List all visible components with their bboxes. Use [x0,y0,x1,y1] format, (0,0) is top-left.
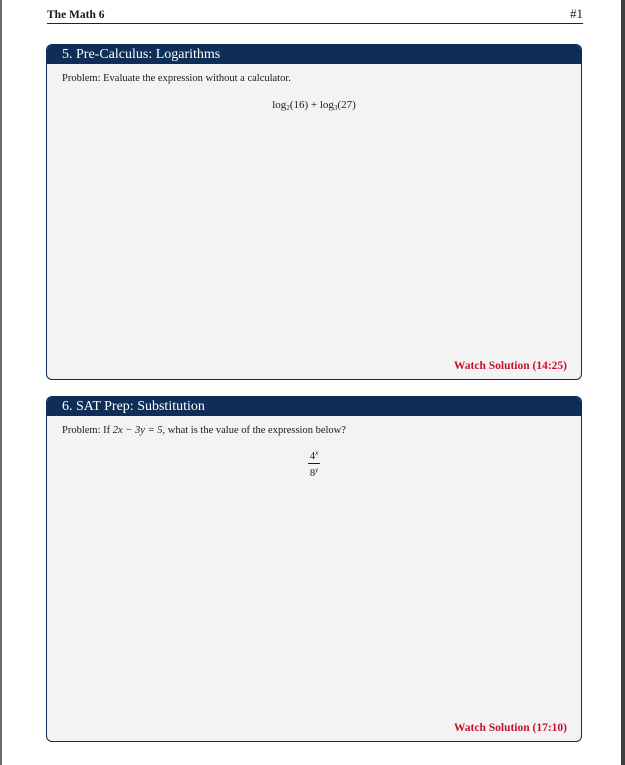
prompt-equation: 2x − 3y = 5 [112,425,163,436]
denominator-base: 8 [309,468,316,479]
log-argument: (16) [289,99,309,111]
log-base: 2 [286,104,290,112]
page-left-border [0,0,2,765]
prompt-text: Problem: If [62,425,113,436]
denominator-exponent: y [315,466,319,474]
problem-title: 5. Pre-Calculus: Logarithms [47,45,581,64]
numerator-base: 4 [309,451,316,462]
prompt-text: , what is the value of the expression below? [162,425,346,436]
fraction-expression [47,447,581,480]
log-base: 3 [333,104,338,112]
log-function: log [319,99,334,111]
watch-solution-link[interactable]: Watch Solution (17:10) [453,722,567,734]
page-right-border [621,0,625,765]
watch-solution-link[interactable]: Watch Solution (14:25) [453,360,567,372]
plus-operator: + [310,99,318,111]
log-function: log [272,99,287,111]
fraction-denominator [308,463,320,480]
problem-title: 6. SAT Prep: Substitution [47,397,581,416]
log-expression [47,99,581,112]
fraction-numerator [308,447,320,463]
problem-prompt [62,425,346,436]
numerator-exponent: x [315,449,319,457]
log-argument: (27) [337,99,356,111]
page-title: The Math 6 [47,9,105,21]
page-number: #1 [570,6,583,21]
problem-card-substitution [46,396,582,742]
problem-prompt: Problem: Evaluate the expression without a calculator. [62,73,291,84]
page-header [47,7,583,24]
problem-card-logarithms [46,44,582,380]
